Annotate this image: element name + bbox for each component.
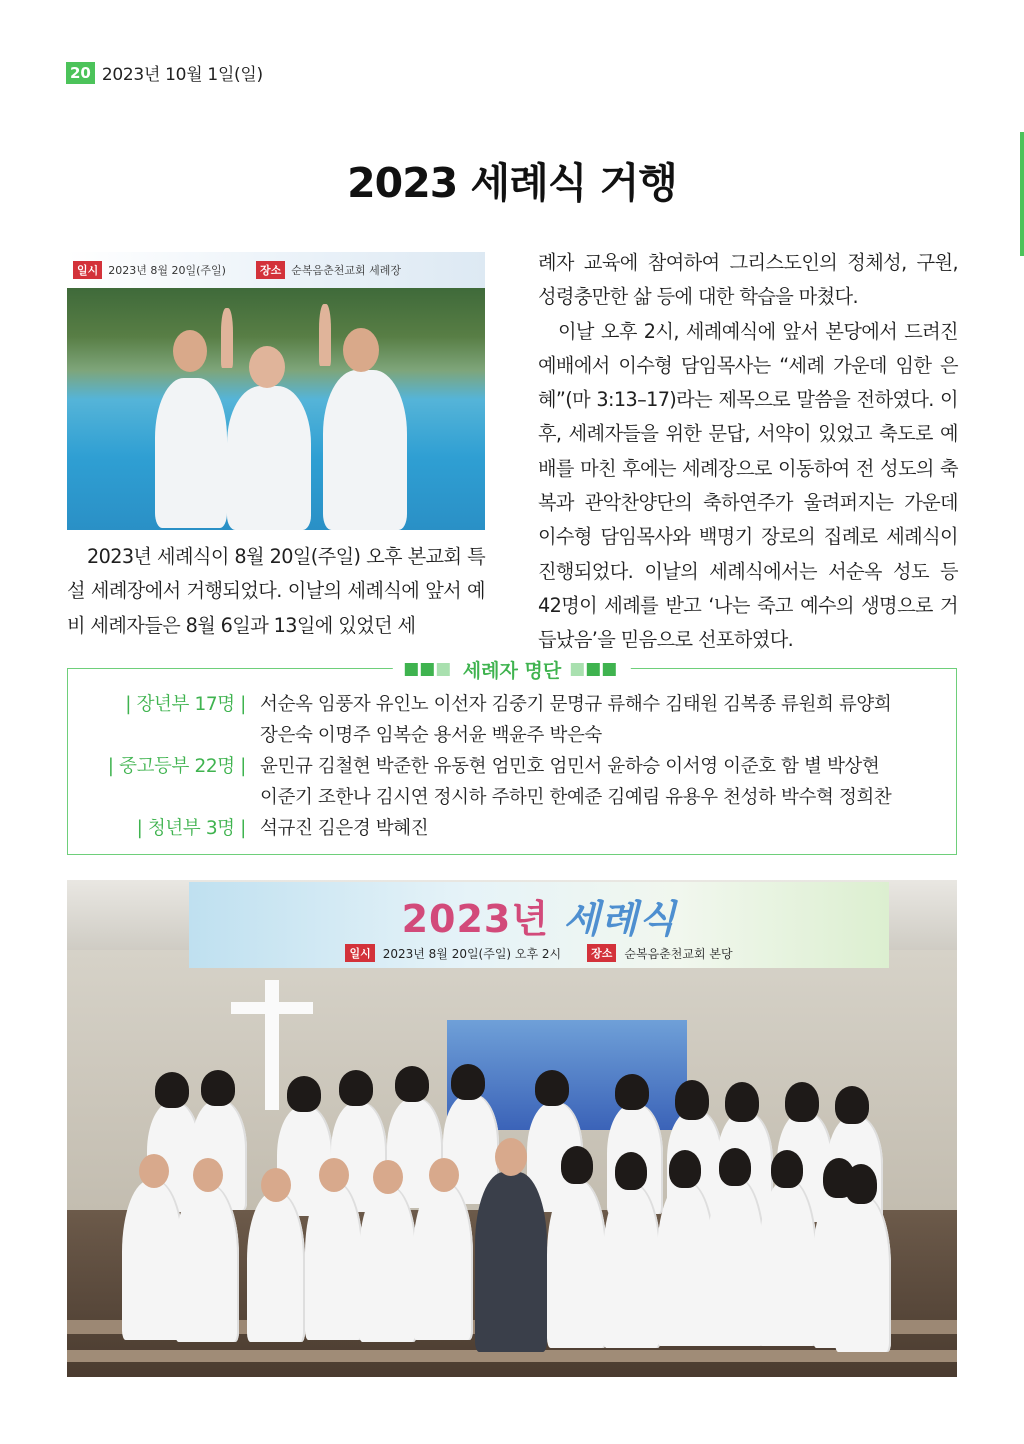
place-tag: 장소 [256,261,285,279]
roster-category: 청년부 3명 [147,818,235,839]
square-decoration-left [405,659,453,681]
place-tag: 장소 [587,944,616,962]
photo-banner [67,252,485,288]
roster-names: 윤민규 김철현 박준한 유동현 엄민호 엄민서 윤하승 이서영 이준호 함 별 박상현 [260,756,880,777]
date-tag: 일시 [73,261,102,279]
issue-date: 2023년 10월 1일(일) [101,65,263,85]
date-text: 2023년 8월 20일(주일) 오후 2시 [382,946,562,961]
group-photo [67,880,957,1377]
article-column-right [538,246,958,658]
cross-icon [265,980,279,1110]
article-paragraph-2: 이날 오후 2시, 세례예식에 앞서 본당에서 드려진 예배에서 이수형 담임목사는 “세례 가운데 임한 은혜”(마 3:13–17)라는 제목으로 말씀을 전하였다. 이후, 세례자들을 위한 문답, 서약이 있었고 축도로 예배를 마친 후에는 세례장으로 이동하여 전 성도의 축복과 관악찬양단의 축하연주가 울려퍼지는 가운데 이수형 담임목사와 백명기 장로의 집례로 세례식이 진행되었다. 이날의 세례식에서는 서순옥 성도 등 42명이 세례를 받고 ‘나는 죽고 예수의 생명으로 거듭났음’을 믿음으로 선포하였다. [538,319,958,652]
roster-names: 이준기 조한나 김시연 정시하 주하민 한예준 김예림 유용우 천성하 박수혁 정희찬 [260,787,892,808]
page-header [66,60,263,85]
date-text: 2023년 8월 20일(주일) [108,264,226,277]
roster-names: 서순옥 임풍자 유인노 이선자 김중기 문명규 류해수 김태원 김복종 류원희 류양희 [260,694,892,715]
baptism-photo [67,252,485,530]
place-text: 순복음춘천교회 본당 [624,946,733,961]
ceremony-banner [189,882,889,968]
article-paragraph-1: 례자 교육에 참여하여 그리스도인의 정체성, 구원, 성령충만한 삶 등에 대한 학습을 마쳤다. [538,251,958,309]
roster-row: | 청년부 3명 | 석규진 김은경 박혜진 [68,813,956,844]
roster-title: 세례자 명단 [462,660,562,682]
roster-row: | 중고등부 22명 | 윤민규 김철현 박준한 유동현 엄민호 엄민서 윤하승 이서영 이준호 함 별 박상현 이준기 조한나 김시연 정시하 주하민 한예준 김예림 유용우 천성하 박수혁 정희찬 [68,751,956,813]
square-decoration-right [571,659,619,681]
banner-year: 2023년 [401,897,550,941]
roster-category: 중고등부 22명 [119,756,235,777]
roster-category: 장년부 17명 [136,694,235,715]
banner-word: 세례식 [563,896,677,941]
roster-heading [393,656,631,683]
date-tag: 일시 [345,944,374,962]
baptism-roster [67,660,957,855]
place-text: 순복음춘천교회 세례장 [291,264,401,277]
article-paragraph-left: 2023년 세례식이 8월 20일(주일) 오후 본교회 특설 세례장에서 거행되었다. 이날의 세례식에 앞서 예비 세례자들은 8월 6일과 13일에 있었던 세 [67,545,485,637]
article-title: 2023 세례식 거행 [347,159,677,207]
pool-scene [67,288,485,530]
roster-names: 석규진 김은경 박혜진 [260,818,429,839]
roster-names: 장은숙 이명주 임복순 용서윤 백윤주 박은숙 [260,725,602,746]
page-number: 20 [66,62,95,84]
roster-row: | 장년부 17명 | 서순옥 임풍자 유인노 이선자 김중기 문명규 류해수 김태원 김복종 류원희 류양희 장은숙 이명주 임복순 용서윤 백윤주 박은숙 [68,689,956,751]
